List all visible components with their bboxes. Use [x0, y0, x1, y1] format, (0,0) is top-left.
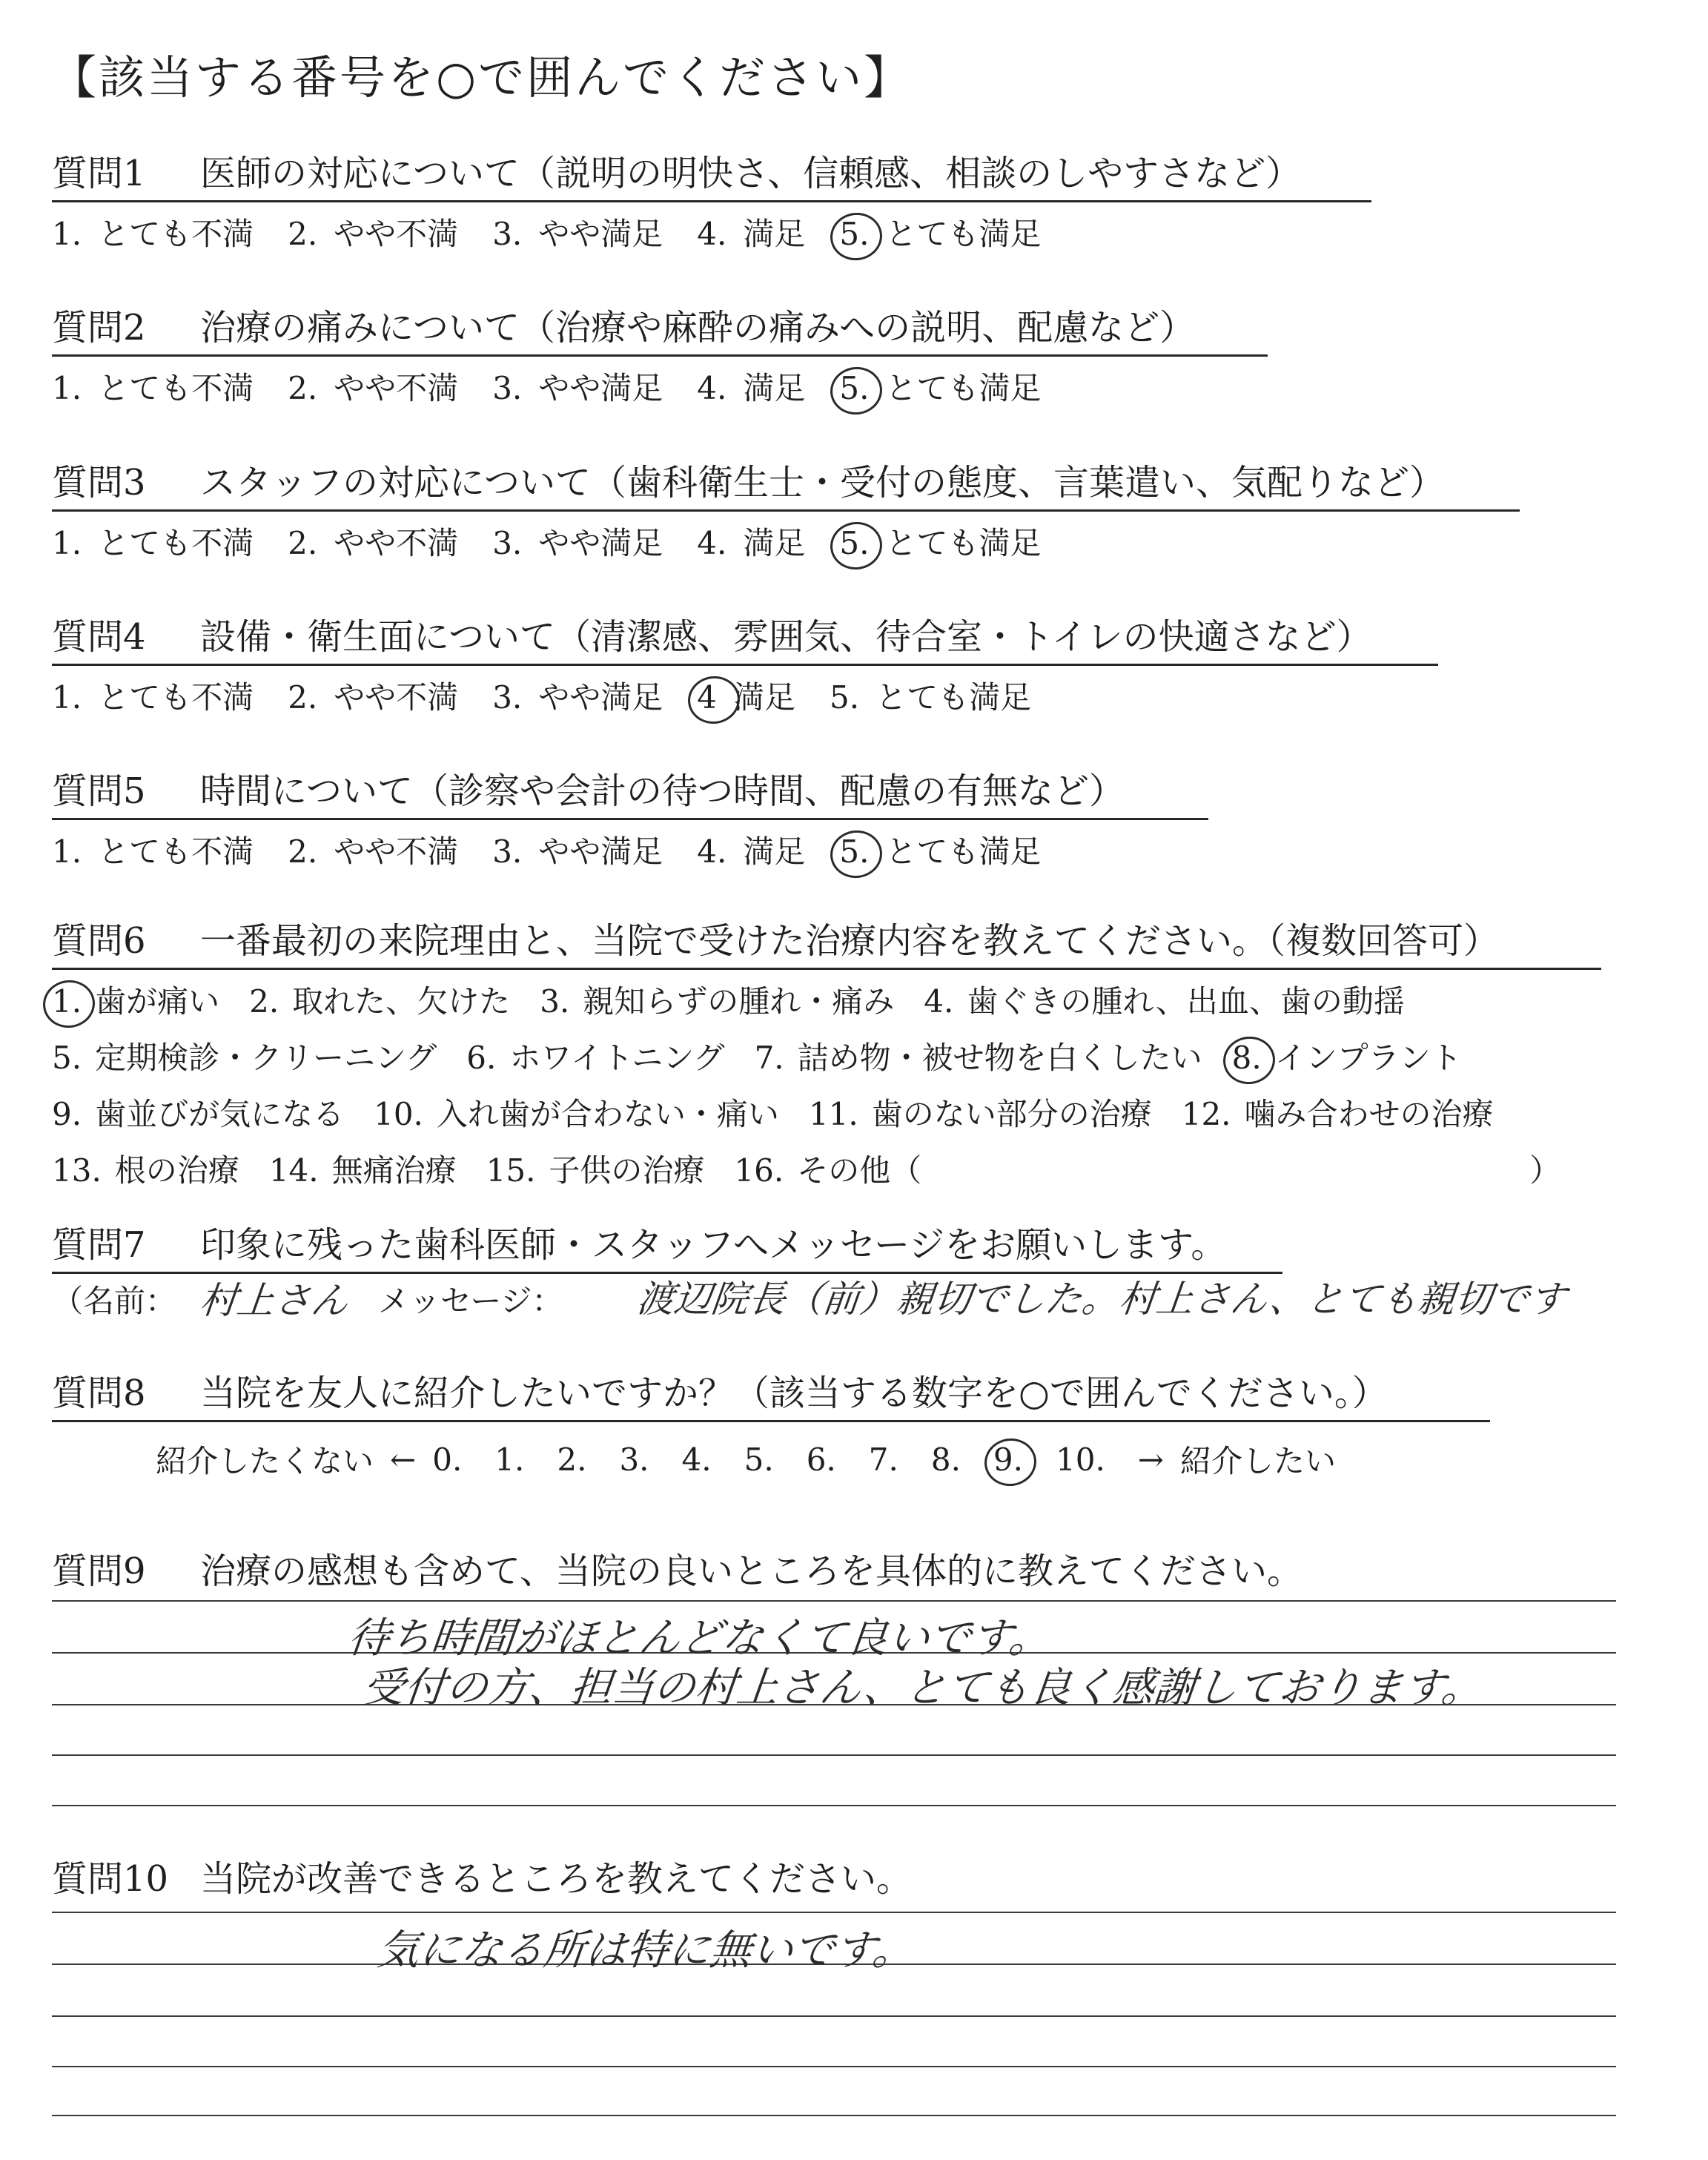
question-text: 設備・衛生面について（清潔感、雰囲気、待合室・トイレの快適さなど）: [200, 616, 1372, 658]
option-number: 1.: [52, 833, 82, 870]
scale-option-9[interactable]: [993, 1441, 1023, 1478]
option-number: 0.: [432, 1441, 463, 1478]
q10-answer-line-1[interactable]: 気になる所は特に無いです。: [375, 1926, 917, 1975]
option-label: やや満足: [538, 679, 663, 716]
option-number: 4.: [924, 983, 954, 1020]
question-text: 治療の感想も含めて、当院の良いところを具体的に教えてください。: [200, 1550, 1303, 1592]
reason-option[interactable]: [1182, 1090, 1494, 1146]
option-label: やや不満: [334, 679, 459, 716]
message-row: [52, 1277, 176, 1321]
option-number: 3.: [492, 525, 523, 561]
option-number: 4.: [697, 525, 727, 561]
question-4: [52, 608, 1609, 718]
q9-answer-line-1[interactable]: 待ち時間がほとんどなくて良いです。: [345, 1614, 1053, 1662]
question-number: 質問7: [52, 1224, 146, 1266]
question-5-title: [52, 762, 1208, 820]
option-number: 3.: [492, 833, 523, 870]
reason-option[interactable]: [540, 977, 894, 1034]
question-number: 質問1: [52, 153, 146, 194]
option-label: 歯ぐきの腫れ、出血、歯の動揺: [967, 983, 1405, 1020]
name-label: （名前：: [52, 1283, 177, 1319]
option-label: とても満足: [885, 370, 1042, 406]
scale-left-label: 紹介したくない: [156, 1443, 374, 1479]
option-number: 9.: [52, 1096, 82, 1132]
question-number: 質問3: [52, 462, 146, 503]
option-number: 1.: [52, 370, 82, 406]
option-label: やや満足: [538, 216, 663, 252]
question-2-options: [52, 364, 1609, 409]
option-number: 3.: [540, 983, 570, 1020]
answer-line: [52, 2015, 1616, 2017]
question-8-title: [52, 1364, 1490, 1422]
option-label: その他（: [797, 1152, 922, 1189]
rating-option-5[interactable]: [839, 828, 1041, 872]
question-4-title: [52, 608, 1438, 666]
reason-option[interactable]: [924, 977, 1405, 1034]
option-number: 2.: [288, 216, 318, 252]
q6-option-row: [52, 1090, 1609, 1146]
scale-option-7[interactable]: [869, 1441, 898, 1478]
option-label: やや満足: [538, 833, 663, 870]
rating-option-3[interactable]: [492, 828, 663, 872]
option-label: 根の治療: [114, 1152, 239, 1189]
rating-option-5[interactable]: [839, 519, 1041, 564]
question-5-options: [52, 828, 1609, 872]
reason-option[interactable]: [52, 977, 219, 1034]
option-label: やや不満: [334, 216, 459, 252]
option-label: とても不満: [98, 833, 254, 870]
option-label: ホワイトニング: [509, 1040, 725, 1076]
rating-option-2[interactable]: [288, 673, 458, 718]
option-label: とても満足: [885, 833, 1042, 870]
rating-option-3[interactable]: [492, 673, 663, 718]
scale-option-6[interactable]: [807, 1441, 836, 1478]
answer-line: [52, 1805, 1616, 1806]
option-number: 5.: [839, 216, 870, 252]
option-label: やや不満: [334, 370, 459, 406]
rating-option-2[interactable]: [288, 364, 458, 409]
question-1-options: [52, 210, 1609, 254]
question-10-title: [52, 1850, 1609, 1901]
rating-option-2[interactable]: [288, 519, 458, 564]
option-label: 親知らずの腫れ・痛み: [583, 983, 895, 1020]
rating-option-3[interactable]: [492, 364, 663, 409]
option-label: 歯のない部分の治療: [871, 1096, 1152, 1132]
question-2: [52, 299, 1609, 409]
reason-option[interactable]: [466, 1034, 724, 1090]
option-label: 無痛治療: [331, 1152, 457, 1189]
message-label: メッセージ：: [378, 1283, 563, 1319]
option-number: 2.: [288, 370, 318, 406]
question-2-title: [52, 299, 1268, 357]
question-4-options: [52, 673, 1609, 718]
option-label: 噛み合わせの治療: [1244, 1096, 1494, 1132]
question-8: [52, 1364, 1609, 1422]
option-label: とても不満: [98, 679, 254, 716]
page-title: 【該当する番号を○で囲んでください】: [50, 50, 913, 105]
answer-line: [52, 1912, 1616, 1913]
question-1: [52, 145, 1609, 254]
option-label: やや満足: [538, 525, 663, 561]
option-number: 5.: [839, 525, 870, 561]
option-number: 11.: [808, 1096, 858, 1132]
answer-line: [52, 2066, 1616, 2067]
rating-option-1[interactable]: [52, 210, 254, 254]
question-number: 質問10: [52, 1858, 169, 1900]
option-number: 2.: [288, 679, 318, 716]
question-number: 質問5: [52, 770, 146, 812]
scale-option-1[interactable]: [494, 1441, 524, 1478]
arrow-right-icon: →: [1137, 1441, 1164, 1478]
rating-option-1[interactable]: [52, 828, 254, 872]
question-number: 質問2: [52, 307, 146, 349]
option-label: 子供の治療: [549, 1152, 705, 1189]
option-label: とても不満: [98, 525, 254, 561]
option-number: 4.: [697, 370, 727, 406]
option-label: とても不満: [98, 370, 254, 406]
option-number: 2.: [288, 525, 318, 561]
rating-option-4[interactable]: [697, 828, 805, 872]
question-text: 当院が改善できるところを教えてください。: [200, 1858, 913, 1900]
question-3-title: [52, 454, 1520, 512]
option-label: とても満足: [885, 525, 1042, 561]
option-number: 2.: [557, 1441, 587, 1478]
scale-option-2[interactable]: [557, 1441, 586, 1478]
rating-option-3[interactable]: [492, 519, 663, 564]
option-number: 9.: [993, 1441, 1023, 1478]
question-10: [52, 1850, 1609, 1901]
option-label: とても不満: [98, 216, 254, 252]
message-label-row: [378, 1277, 563, 1321]
option-number: 1.: [52, 679, 82, 716]
option-number: 4.: [697, 216, 727, 252]
question-number: 質問4: [52, 616, 146, 658]
option-label: 取れた、欠けた: [292, 983, 511, 1020]
scale-right-label: 紹介したい: [1180, 1443, 1337, 1479]
option-number: 6.: [806, 1441, 836, 1478]
rating-option-4[interactable]: [697, 210, 805, 254]
rating-option-4[interactable]: [697, 364, 805, 409]
option-number: 8.: [930, 1441, 961, 1478]
option-label: 入れ歯が合わない・痛い: [436, 1096, 779, 1132]
option-label: やや不満: [334, 525, 459, 561]
question-5: [52, 762, 1609, 872]
option-number: 4: [697, 679, 718, 716]
question-number: 質問6: [52, 920, 146, 962]
q9-answer-line-2[interactable]: 受付の方、担当の村上さん、とても良く感謝しております。: [360, 1664, 1486, 1712]
reason-option[interactable]: [249, 977, 510, 1034]
question-6-options: [52, 977, 1609, 1203]
rating-option-5[interactable]: [839, 364, 1041, 409]
question-9: [52, 1542, 1609, 1593]
option-number: 1.: [52, 525, 82, 561]
question-6: [52, 912, 1609, 1203]
question-text: 一番最初の来院理由と、当院で受けた治療内容を教えてください。（複数回答可）: [200, 920, 1500, 962]
option-label: 満足: [743, 833, 806, 870]
option-number: 12.: [1181, 1096, 1231, 1132]
option-label: やや満足: [538, 370, 663, 406]
question-number: 質問9: [52, 1550, 146, 1592]
rating-option-1[interactable]: [52, 519, 254, 564]
question-3-options: [52, 519, 1609, 564]
question-3: [52, 454, 1609, 564]
scale-option-0[interactable]: [432, 1441, 462, 1478]
reason-option[interactable]: [486, 1146, 705, 1203]
option-number: 5.: [839, 370, 870, 406]
option-number: 7.: [754, 1040, 784, 1076]
option-number: 3.: [619, 1441, 649, 1478]
question-number: 質問8: [52, 1373, 146, 1414]
question-text: 当院を友人に紹介したいですか？（該当する数字を○で囲んでください。）: [200, 1373, 1388, 1414]
option-number: 14.: [268, 1152, 319, 1189]
rating-option-2[interactable]: [288, 210, 458, 254]
reason-option[interactable]: [52, 1090, 344, 1146]
option-label: とても満足: [885, 216, 1042, 252]
reason-option[interactable]: [374, 1090, 779, 1146]
option-number: 5.: [52, 1040, 82, 1076]
reason-option[interactable]: [269, 1146, 457, 1203]
reason-option[interactable]: [755, 1034, 1202, 1090]
scale-option-5[interactable]: [744, 1441, 774, 1478]
name-value[interactable]: 村上さん: [197, 1279, 351, 1322]
option-number: 5.: [830, 679, 860, 716]
option-label: 満足: [733, 679, 796, 716]
reason-option[interactable]: [52, 1034, 437, 1090]
question-6-title: [52, 912, 1601, 970]
option-number: 10.: [374, 1096, 423, 1132]
option-number: 3.: [492, 370, 523, 406]
rating-option-2[interactable]: [288, 828, 458, 872]
scale-option-8[interactable]: [931, 1441, 961, 1478]
option-label: 詰め物・被せ物を白くしたい: [797, 1040, 1202, 1076]
answer-line: [52, 1600, 1616, 1602]
question-9-title: [52, 1542, 1609, 1593]
rating-option-1[interactable]: [52, 364, 254, 409]
option-number: 3.: [492, 679, 523, 716]
rating-option-3[interactable]: [492, 210, 663, 254]
question-7-title: [52, 1216, 1282, 1274]
option-label: やや不満: [334, 833, 459, 870]
option-number: 1.: [52, 983, 82, 1020]
arrow-left-icon: ←: [390, 1441, 417, 1478]
q6-option-row: [52, 977, 1609, 1034]
question-text: 時間について（診察や会計の待つ時間、配慮の有無など）: [200, 770, 1125, 812]
question-text: スタッフの対応について（歯科衛生士・受付の態度、言葉遣い、気配りなど）: [200, 462, 1446, 503]
option-label: インプラント: [1274, 1040, 1462, 1076]
reason-option[interactable]: [734, 1146, 921, 1203]
reason-option[interactable]: [1232, 1034, 1462, 1090]
rating-option-4[interactable]: [697, 673, 795, 718]
q6-option-row: [52, 1146, 1609, 1203]
rating-option-5[interactable]: [839, 210, 1041, 254]
message-value[interactable]: 渡辺院長（前）親切でした。村上さん、とても親切です: [635, 1278, 1569, 1321]
recommend-scale: [156, 1437, 1336, 1482]
option-label: 満足: [743, 216, 806, 252]
question-text: 医師の対応について（説明の明快さ、信頼感、相談のしやすさなど）: [200, 153, 1302, 194]
option-label: 歯が痛い: [95, 983, 220, 1020]
option-label: とても満足: [875, 679, 1032, 716]
scale-numbers: [432, 1441, 1138, 1478]
reason-option[interactable]: [52, 1146, 239, 1203]
answer-line: [52, 1754, 1616, 1756]
option-number: 1.: [494, 1441, 525, 1478]
question-7: [52, 1216, 1609, 1274]
option-number: 6.: [466, 1040, 497, 1076]
question-text: 治療の痛みについて（治療や麻酔の痛みへの説明、配慮など）: [200, 307, 1196, 349]
question-1-title: [52, 145, 1371, 202]
option-number: 15.: [486, 1152, 536, 1189]
option-number: 2.: [249, 983, 279, 1020]
option-number: 7.: [868, 1441, 898, 1478]
option-number: 2.: [288, 833, 318, 870]
q6-option-row: [52, 1034, 1609, 1090]
rating-option-1[interactable]: [52, 673, 254, 718]
option-number: 5.: [839, 833, 870, 870]
option-label: 定期検診・クリーニング: [95, 1040, 437, 1076]
rating-option-4[interactable]: [697, 519, 805, 564]
option-number: 10.: [1056, 1441, 1105, 1478]
option-number: 4.: [697, 833, 727, 870]
option-label: 歯並びが気になる: [95, 1096, 345, 1132]
scale-option-10[interactable]: [1056, 1441, 1105, 1478]
rating-option-5[interactable]: [830, 673, 1031, 718]
option-number: 3.: [492, 216, 523, 252]
scale-option-4[interactable]: [682, 1441, 712, 1478]
option-number: 5.: [744, 1441, 774, 1478]
reason-option[interactable]: [809, 1090, 1152, 1146]
option-label: 満足: [743, 370, 806, 406]
option-label: 満足: [743, 525, 806, 561]
option-number: 13.: [52, 1152, 102, 1189]
scale-option-3[interactable]: [619, 1441, 649, 1478]
option-number: 16.: [734, 1152, 784, 1189]
option-number: 4.: [681, 1441, 712, 1478]
other-close-paren: ）: [1529, 1152, 1561, 1189]
answer-line: [52, 2115, 1616, 2116]
option-number: 8.: [1231, 1040, 1262, 1076]
option-number: 1.: [52, 216, 82, 252]
question-text: 印象に残った歯科医師・スタッフへメッセージをお願いします。: [200, 1224, 1227, 1266]
